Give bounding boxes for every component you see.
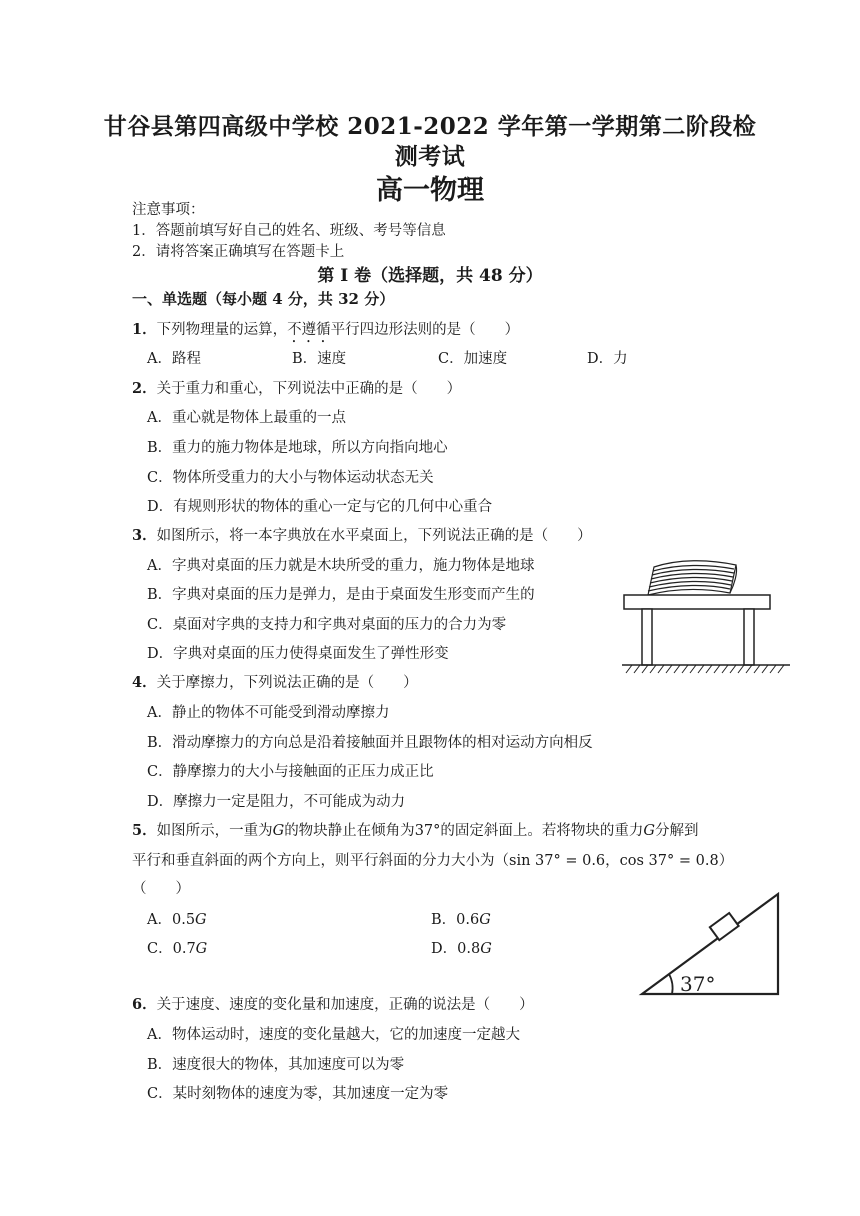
option-value: 0.5 xyxy=(171,912,196,928)
note-item-2: 2．请将答案正确填写在答题卡上 xyxy=(132,244,345,260)
option-unit: G xyxy=(195,912,207,928)
question-number: 4． xyxy=(132,674,157,691)
q4-option-a: A．静止的物体不可能受到滑动摩擦力 xyxy=(147,705,390,721)
q1-option-a: A．路程 xyxy=(147,351,201,367)
angle-label: 37° xyxy=(680,972,716,996)
q3-option-b: B．字典对桌面的压力是弹力，是由于桌面发生形变而产生的 xyxy=(147,587,535,603)
q6-option-c: C．某时刻物体的速度为零，其加速度一定为零 xyxy=(147,1086,449,1102)
q3-option-a: A．字典对桌面的压力就是木块所受的重力，施力物体是地球 xyxy=(147,558,535,574)
question-5-stem-line1 xyxy=(132,819,698,840)
separator: ， xyxy=(605,853,620,869)
question-3-stem xyxy=(132,524,592,545)
q5-option-d xyxy=(431,937,492,958)
q1-option-d: D．力 xyxy=(587,351,628,367)
incline-figure xyxy=(636,890,786,1000)
stem-text: 如图所示，将一本字典放在水平桌面上，下列说法正确的是（ ） xyxy=(156,528,592,544)
stem-text: 关于重力和重心，下列说法中正确的是（ ） xyxy=(156,381,462,397)
exam-title-line1: 甘谷县第四高级中学校 2021-2022 学年第一学期第二阶段检 xyxy=(103,113,757,140)
stem-text: 下列物理量的运算， xyxy=(156,322,288,338)
stem-text: 如图所示，一重为 xyxy=(156,823,273,839)
option-letter: A． xyxy=(147,912,172,928)
question-2-stem xyxy=(132,377,461,398)
sin-formula: sin 37° = 0.6 xyxy=(509,853,606,869)
dictionary-book xyxy=(648,561,737,595)
q2-option-b: B．重力的施力物体是地球，所以方向指向地心 xyxy=(147,440,448,456)
q2-option-d: D．有规则形状的物体的重心一定与它的几何中心重合 xyxy=(147,499,493,515)
note-item-1: 1．答题前填写好自己的姓名、班级、考号等信息 xyxy=(132,223,446,239)
option-letter: C． xyxy=(147,941,173,957)
option-unit: G xyxy=(195,941,208,957)
question-4-stem xyxy=(132,671,418,692)
q6-option-b: B．速度很大的物体，其加速度可以为零 xyxy=(147,1057,405,1073)
question-number: 1． xyxy=(132,321,157,338)
angle-value: 37° xyxy=(414,823,441,839)
symbol-g: G xyxy=(272,823,285,839)
stem-text: 分解到 xyxy=(654,823,699,839)
subject-title: 高一物理 xyxy=(376,175,484,206)
question-5-stem-line2 xyxy=(132,849,733,870)
stem-text: 关于摩擦力，下列说法正确的是（ ） xyxy=(156,675,418,691)
option-letter: D． xyxy=(431,941,458,957)
part-title: 一、单选题（每小题 4 分，共 32 分） xyxy=(132,290,395,308)
stem-text: 平行和垂直斜面的两个方向上，则平行斜面的分力大小为（ xyxy=(132,853,509,869)
cos-formula: cos 37° = 0.8 xyxy=(619,853,719,869)
question-number: 3． xyxy=(132,527,157,544)
q3-option-c: C．桌面对字典的支持力和字典对桌面的压力的合力为零 xyxy=(147,617,507,633)
q4-option-d: D．摩擦力一定是阻力，不可能成为动力 xyxy=(147,794,406,810)
q4-option-c: C．静摩擦力的大小与接触面的正压力成正比 xyxy=(147,764,434,780)
emphasis-text: 不遵循 xyxy=(287,322,331,338)
q5-option-b xyxy=(431,908,491,929)
tabletop xyxy=(624,595,770,609)
q1-option-b: B．速度 xyxy=(292,351,347,367)
option-value: 0.7 xyxy=(172,941,196,957)
q4-option-b: B．滑动摩擦力的方向总是沿着接触面并且跟物体的相对运动方向相反 xyxy=(147,735,593,751)
q5-option-c xyxy=(147,937,207,958)
stem-text: ） xyxy=(718,853,734,869)
question-number: 6． xyxy=(132,996,157,1013)
question-number: 5． xyxy=(132,822,157,839)
symbol-g: G xyxy=(643,823,655,839)
stem-text: 的物块静止在倾角为 xyxy=(284,823,415,839)
q5-option-a xyxy=(147,908,207,929)
stem-text: 平行四边形法则的是（ ） xyxy=(330,322,520,338)
stem-text: 关于速度、速度的变化量和加速度，正确的说法是（ ） xyxy=(156,997,534,1013)
q2-option-c: C．物体所受重力的大小与物体运动状态无关 xyxy=(147,470,434,486)
option-unit: G xyxy=(480,941,492,957)
question-number: 2． xyxy=(132,380,157,397)
option-unit: G xyxy=(479,912,491,928)
option-letter: B． xyxy=(431,912,457,928)
q2-option-a: A．重心就是物体上最重的一点 xyxy=(147,410,346,426)
question-6-stem xyxy=(132,993,534,1014)
stem-text: 的固定斜面上。若将物块的重力 xyxy=(440,823,644,839)
option-value: 0.6 xyxy=(456,912,480,928)
section-title: 第 I 卷（选择题，共 48 分） xyxy=(317,266,543,286)
notes-heading: 注意事项： xyxy=(132,202,205,218)
exam-title-line2: 测考试 xyxy=(394,143,466,170)
table-legs xyxy=(642,609,754,665)
dictionary-table-figure xyxy=(618,555,798,680)
ground-hatching xyxy=(626,665,784,673)
question-5-paren: （ ） xyxy=(132,881,190,897)
question-1-stem xyxy=(132,318,519,346)
option-value: 0.8 xyxy=(457,941,481,957)
q1-option-c: C．加速度 xyxy=(438,351,508,367)
q6-option-a: A．物体运动时，速度的变化量越大，它的加速度一定越大 xyxy=(147,1027,520,1043)
q3-option-d: D．字典对桌面的压力使得桌面发生了弹性形变 xyxy=(147,646,449,662)
